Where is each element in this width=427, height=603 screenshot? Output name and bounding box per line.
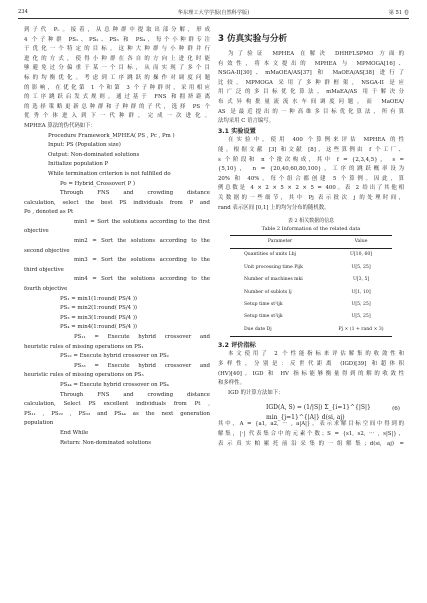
text-line: While termination criterion is not fulfilled do: [48, 170, 171, 177]
text-line: 表示真实帕累托前沿采集的一组解集；d(si, aj) =: [218, 440, 404, 447]
section-3-1-heading: 3.1 实验设置: [218, 127, 256, 135]
text-line: PS₁ = min1(1:round( PS/4 )): [60, 295, 138, 302]
text-line: PS₂ = min2(1:round( PS/4 )): [60, 305, 138, 312]
text-line: 的选择策略更新总种群和子种群的子代，选择 PS 个: [24, 103, 210, 110]
text-line: 的影响，在优化第 1 个和第 3 个子种群时，采用相应: [24, 84, 210, 91]
text-line: Po = Hybrid_Crossover( P ): [60, 180, 136, 187]
section-3-intro: [218, 50, 404, 127]
text-line: 比较。MPMOGA 采用了多种群框架，NSGA-II 是应: [218, 79, 404, 86]
page-header: [18, 9, 409, 19]
text-line: AS 是最近提出的一种高维多目标优化算法，所有算: [218, 108, 404, 115]
table-row: [230, 323, 392, 336]
text-line: 其中，A = {a1, a2, ··· , a|A|}，表示求解目标空间中得到的: [218, 421, 404, 428]
text-line: PS₃₃ = Execute hybrid crossover and: [74, 362, 210, 369]
table-cell-value: U[5, 25]: [351, 302, 371, 308]
text-line: second objective: [24, 247, 70, 254]
journal-title: 华东理工大学学报(自然科学版): [177, 10, 250, 16]
table-cell-parameter: Due date Dj: [230, 323, 330, 336]
table-row: [230, 299, 392, 311]
igd-formula-expression: IGD(A, S) = (1/|S|) Σ_{i=1}^{|S|} min_{j=1}^{|A|} d(si, aj): [266, 404, 371, 421]
text-line: 够避免过分偏重于某一个目标，从而实现了多个目: [24, 65, 210, 72]
table-cell-value: U[10, 60]: [350, 252, 373, 258]
table-2-caption-cn: 表 2 相关数据的信息: [287, 218, 335, 225]
text-line: calculation, select the best PS individuals from P and: [24, 199, 210, 206]
text-line: Input: PS (Population size): [48, 142, 121, 149]
text-line: 法均采用 C 语言编写。: [218, 118, 275, 125]
table-cell-parameter: Number of sublots lj: [244, 289, 292, 295]
table-body: [230, 249, 392, 337]
table-row: [230, 286, 392, 298]
text-line: Return: Non-dominated solutions: [60, 439, 152, 446]
text-line: 能。根据文献 [3] 和文献 [8]，这些算例由 f 个工厂、: [218, 146, 404, 153]
table-row: [230, 274, 392, 286]
text-line: End While: [60, 429, 89, 436]
table-cell-value: U[5, 25]: [351, 264, 371, 270]
table-row: [230, 249, 392, 262]
table-header-value: Value: [330, 236, 392, 249]
text-line: 的工序跳跃启发式规则。通过基于 FNS 和拥挤距离: [24, 94, 210, 101]
table-cell-parameter: Number of machines mki: [244, 277, 303, 283]
text-line: s 个阶段和 n 个批次构成，其中 f = {2,3,4,5}， s =: [218, 156, 404, 163]
text-line: 优秀个体进入到下一代种群，完成一次进化。: [24, 113, 210, 120]
right-column: [218, 26, 404, 449]
text-line: (HV)[40]。IGD 和 HV 指标能够衡量得到的解的收敛性: [218, 370, 404, 377]
text-line: calculation, Select PS excellent individuals from Pt ,: [24, 401, 210, 408]
text-line: 到子代 Pₒ。接着，从总种群中提取出部分解，形成: [24, 27, 210, 33]
text-line: 布式异构批量流流水车间调度问题，而 MaOEA/: [218, 98, 404, 105]
text-line: min1 = Sort the solutions according to the first: [74, 218, 210, 225]
table-cell-value: U[1, 10]: [351, 289, 371, 295]
text-line: 标的均衡优化。考虑到工序跳跃的操作对调度问题: [24, 74, 210, 81]
text-line: 在实验中，使用 400 个算例来评估 MPHEA 的性: [228, 137, 404, 144]
text-line: min4 = Sort the solutions according to the: [74, 276, 210, 283]
section-3-1-text: [218, 136, 404, 213]
text-line: Through FNS and crowding distance: [60, 190, 210, 197]
text-line: MPHEA 算法的伪代码如下：: [24, 122, 96, 129]
text-line: NSGA-II[30]、mMaOEA/AS[37] 和 MaOEA/AS[38] 进行了: [218, 70, 404, 77]
text-line: population: [24, 420, 54, 427]
text-line: 进化的方式，使得小种群在各自的方向上进化时能: [24, 55, 210, 62]
table-row: [230, 311, 392, 323]
text-line: 有效性，将本文提出的 MPHEA 与 MPMOGA[16]、: [218, 60, 404, 67]
text-line: 用广泛的多目标优化算法，mMaEA/AS 用于解决分: [218, 89, 404, 96]
text-line: heuristic rules of missing operations on PS₁: [24, 343, 144, 350]
table-header-parameter: Parameter: [230, 236, 330, 249]
table-row: [230, 261, 392, 273]
text-line: Output: Non-dominated solutions: [48, 151, 140, 158]
text-line: Initialize population P: [48, 161, 109, 168]
table-2: [230, 235, 392, 337]
text-line: PS₂₂ = Execute hybrid crossover on PS₂: [60, 353, 169, 360]
text-line: min2 = Sort the solutions according to the: [74, 238, 210, 245]
text-line: Procedure Framework_MPHEA( PS , Pc , Pm ): [48, 132, 175, 139]
text-line: 于优化一个特定的目标。这种大种群与小种群并行: [24, 46, 210, 53]
table-cell-value: U[5, 25]: [351, 314, 371, 320]
section-3-2-heading: 3.2 评价指标: [218, 341, 256, 349]
text-line: min3 = Sort the solutions according to the: [74, 257, 210, 264]
table-cell-parameter: Setup time st²ijk: [244, 314, 283, 320]
text-line: third objective: [24, 266, 64, 273]
text-line: 关数据的一些细节，其中 Pj 表示批次 j 的处理时间，: [218, 194, 404, 201]
page-number: 234: [18, 9, 28, 15]
table-cell-parameter: Setup time st¹ijk: [244, 302, 283, 308]
text-line: 多样性，分别是：反世代距离 (IGD)[39] 和超体积: [218, 361, 404, 368]
table-cell-value: Pj × (1 + rand × 3): [330, 323, 392, 336]
text-line: heuristic rules of missing operations on PS₃: [24, 372, 144, 379]
section-3-2-after-text: [218, 420, 404, 449]
text-line: PS₁₁ = Execute hybrid crossover and: [74, 334, 210, 340]
text-line: PS₄₄ = Execute hybrid crossover on PS₄: [60, 381, 169, 388]
table-cell-parameter: Quantities of units Lbj: [244, 252, 296, 258]
text-line: PS₁₁ , PS₂₂ , PS₃₃ and PS₄₄ as the next generation: [24, 410, 210, 417]
text-line: PS₄ = min4(1:round( PS/4 )): [60, 324, 138, 331]
text-line: objective: [24, 228, 49, 235]
igd-formula: [218, 398, 404, 420]
text-line: 例总数是 4 × 2 × 5 × 2 × 5 = 400。表 2 给出了其他相: [218, 185, 404, 192]
text-line: PS₃ = min3(1:round( PS/4 )): [60, 314, 138, 321]
section-3-2-text: [218, 350, 404, 398]
text-line: Through FNS and crowding distance: [60, 391, 210, 398]
text-line: 20% 和 40%。每个组合都创建 5 个算例。因此，算: [218, 175, 404, 182]
text-line: IGD 的计算方法如下：: [228, 389, 284, 396]
formula-number: (6): [392, 406, 400, 413]
section-3-heading: 3 仿真实验与分析: [218, 34, 288, 44]
text-line: 和多样性。: [218, 380, 245, 387]
table-cell-parameter: Unit processing time Pijk: [244, 264, 303, 270]
text-line: fourth objective: [24, 286, 68, 293]
text-line: {5,10}， n = {20,40,60,80,100}，工序的跳跃概率设为: [218, 166, 404, 173]
left-column: [24, 26, 210, 448]
text-line: Po , denoted as Pt: [24, 209, 74, 216]
table-header-row: [230, 236, 392, 249]
text-line: 解集，|·| 代表集合中的元素个数；S = {s1, s2, ··· , s|S|}，: [218, 430, 404, 437]
text-line: rand 表示区间 [0,1] 上的均匀分布的随机数。: [218, 204, 330, 211]
table-2-caption-en: Table 2 Information of the related data: [261, 226, 361, 233]
volume-label: 第 51 卷: [388, 10, 409, 16]
text-line: 本文使用了 2 个性能指标来评估解集的收敛性和: [228, 351, 404, 358]
text-line: 4 个子种群 PS₁、PS₂、PS₃ 和 PS₄，每个小种群专注: [24, 36, 210, 43]
table-cell-value: U[3, 5]: [352, 277, 370, 283]
text-line: 为了验证 MPHEA 在解决 DHHFLSPMO 方面的: [228, 51, 404, 57]
